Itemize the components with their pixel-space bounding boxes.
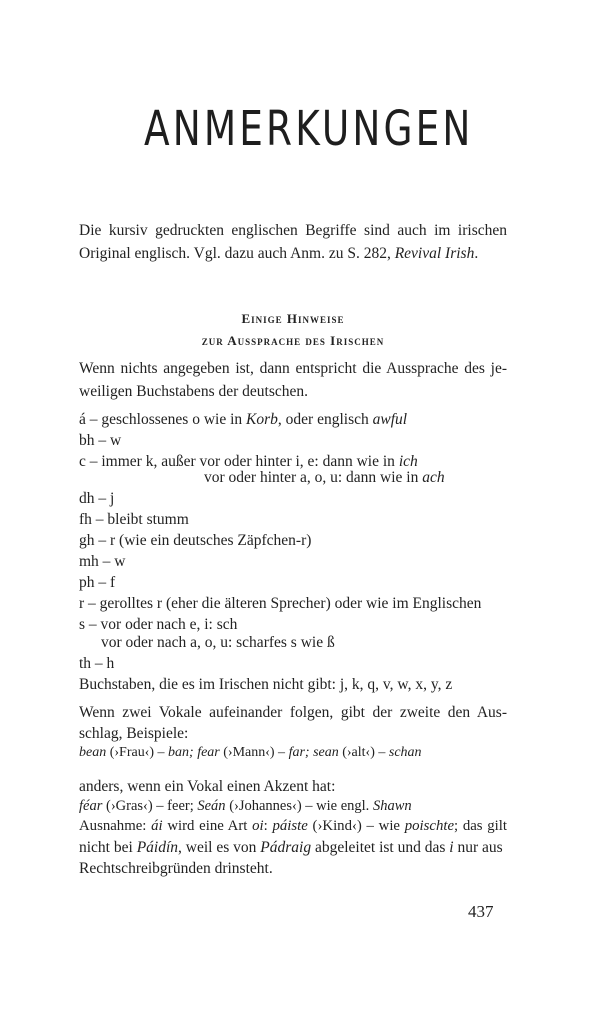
section-heading-line-2: zur Aussprache des Irischen	[201, 333, 385, 348]
section-heading-line-1: Einige Hinweise	[241, 311, 345, 326]
paragraph-1-line-2: weiligen Buchstabens der deutschen.	[79, 383, 308, 400]
section-heading	[79, 308, 507, 352]
rule-s-1: s – vor oder nach e, i: sch	[79, 616, 238, 633]
vowels-line-1: Wenn zwei Vokale aufeinander folgen, gibt der zweite den Aus-	[79, 704, 507, 721]
vowels-line-2: schlag, Beispiele:	[79, 725, 189, 742]
revival-irish-term: Revival Irish	[394, 245, 475, 262]
rule-r: r – gerolltes r (eher die älteren Sprecher) oder wie im Englischen	[79, 595, 482, 612]
intro-line-2: Original englisch. Vgl. dazu auch Anm. zu S. 282, Revival Irish.	[79, 245, 479, 262]
accent-line-1: anders, wenn ein Vokal einen Akzent hat:	[79, 778, 336, 795]
exception-line-2: nicht bei Páidín, weil es von Pádraig abgeleitet ist und das i nur aus	[79, 839, 503, 856]
rule-dh: dh – j	[79, 490, 115, 507]
intro-line-1: Die kursiv gedruckten englischen Begriffe sind auch im irischen	[79, 222, 507, 239]
rule-missing-letters: Buchstaben, die es im Irischen nicht gibt: j, k, q, v, w, x, y, z	[79, 676, 453, 693]
rule-mh: mh – w	[79, 553, 126, 570]
rule-s-2: vor oder nach a, o, u: scharfes s wie ß	[101, 634, 335, 651]
rule-gh: gh – r (wie ein deutsches Zäpfchen-r)	[79, 532, 312, 549]
paragraph-1-line-1: Wenn nichts angegeben ist, dann entspricht die Aussprache des je-	[79, 360, 507, 377]
vowels-examples: bean (›Frau‹) – ban; fear (›Mann‹) – far; sean (›alt‹) – schan	[79, 745, 422, 760]
rule-c-1: c – immer k, außer vor oder hinter i, e: dann wie in ich	[79, 453, 418, 470]
intro-paragraph	[79, 219, 507, 265]
accent-examples: féar (›Gras‹) – feer; Seán (›Johannes‹) – wie engl. Shawn	[79, 798, 412, 814]
rule-c-2: vor oder hinter a, o, u: dann wie in ach	[204, 469, 445, 486]
page-number: 437	[468, 902, 494, 921]
exception-line-3: Rechtschreibgründen drinsteht.	[79, 860, 273, 877]
rule-a-acute: á – geschlossenes o wie in Korb, oder englisch awful	[79, 411, 408, 428]
page-title: ANMERKUNGEN	[144, 101, 474, 157]
rule-ph: ph – f	[79, 574, 116, 591]
rule-bh: bh – w	[79, 432, 122, 449]
exception-line-1: Ausnahme: ái wird eine Art oi: páiste (›Kind‹) – wie poischte; das gilt	[79, 818, 508, 834]
rule-th: th – h	[79, 655, 115, 672]
rule-fh: fh – bleibt stumm	[79, 511, 189, 528]
